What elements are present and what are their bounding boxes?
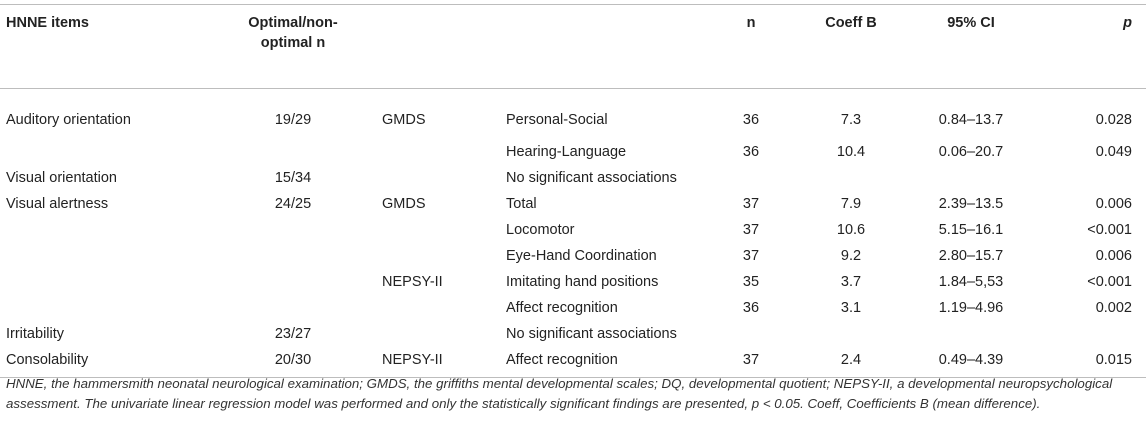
header-p: p xyxy=(1123,15,1132,31)
cell-optimal xyxy=(210,269,376,295)
cell-optimal xyxy=(210,217,376,243)
table-row xyxy=(0,191,1146,217)
cell-assessment: GMDS xyxy=(382,196,426,212)
cell-coeff: 9.2 xyxy=(840,248,862,264)
cell-assessment xyxy=(376,165,500,191)
cell-assessment xyxy=(376,295,500,321)
cell-optimal xyxy=(210,243,376,269)
cell-p: 0.006 xyxy=(1095,248,1132,264)
cell-optimal xyxy=(210,295,376,321)
cell-domain: Personal-Social xyxy=(506,112,608,128)
cell-domain: Total xyxy=(506,196,537,212)
cell-domain: Affect recognition xyxy=(506,352,618,368)
header-row xyxy=(0,5,1146,89)
cell-p: 0.049 xyxy=(1095,144,1132,160)
cell-ci: 5.15–16.1 xyxy=(938,222,1004,238)
cell-ci: 1.19–4.96 xyxy=(938,300,1004,316)
cell-domain: Affect recognition xyxy=(506,300,618,316)
cell-item: Auditory orientation xyxy=(6,112,131,128)
header-domain xyxy=(500,5,706,89)
cell-optimal: 19/29 xyxy=(274,112,312,128)
cell-n xyxy=(706,321,796,347)
cell-n: 35 xyxy=(742,274,760,290)
cell-optimal: 20/30 xyxy=(274,352,312,368)
table-row xyxy=(0,295,1146,321)
cell-ci: 0.06–20.7 xyxy=(938,144,1004,160)
cell-p: 0.015 xyxy=(1095,352,1132,368)
table-footnote: HNNE, the hammersmith neonatal neurological examination; GMDS, the griffiths mental developmental scales; DQ, developmental quotient; NEPSY-II, a developmental neuropsychological assessment. The univariate linear regression model was performed and only the statistically significant findings are presented, p < 0.05. Coeff, Coefficients B (mean difference). xyxy=(6,376,1113,411)
cell-assessment xyxy=(376,217,500,243)
cell-assessment xyxy=(376,321,500,347)
cell-item: Consolability xyxy=(6,352,89,368)
cell-ci: 0.49–4.39 xyxy=(938,352,1004,368)
table-body xyxy=(0,89,1146,378)
cell-n: 37 xyxy=(742,196,760,212)
cell-coeff: 10.6 xyxy=(836,222,866,238)
table-row xyxy=(0,89,1146,140)
cell-domain: Hearing-Language xyxy=(506,144,627,160)
cell-coeff: 7.9 xyxy=(840,196,862,212)
cell-coeff: 2.4 xyxy=(840,352,862,368)
table-row xyxy=(0,321,1146,347)
cell-p xyxy=(1036,321,1146,347)
table-row xyxy=(0,139,1146,165)
table-row xyxy=(0,165,1146,191)
cell-coeff: 10.4 xyxy=(836,144,866,160)
cell-p: 0.002 xyxy=(1095,300,1132,316)
cell-p: <0.001 xyxy=(1087,222,1132,238)
cell-n: 36 xyxy=(742,300,760,316)
cell-item xyxy=(0,139,210,165)
cell-assessment: GMDS xyxy=(382,112,426,128)
cell-assessment xyxy=(376,243,500,269)
table-row xyxy=(0,243,1146,269)
cell-ci: 0.84–13.7 xyxy=(938,112,1004,128)
cell-n: 37 xyxy=(742,248,760,264)
cell-assessment xyxy=(376,139,500,165)
cell-assessment: NEPSY-II xyxy=(382,274,443,290)
cell-coeff xyxy=(796,165,906,191)
cell-domain: Locomotor xyxy=(506,222,575,238)
header-optimal xyxy=(210,5,376,89)
table-row xyxy=(0,269,1146,295)
cell-domain: No significant associations xyxy=(506,326,677,342)
cell-ci: 1.84–5,53 xyxy=(938,274,1004,290)
cell-assessment: NEPSY-II xyxy=(382,352,443,368)
cell-n: 37 xyxy=(742,222,760,238)
cell-p: <0.001 xyxy=(1087,274,1132,290)
cell-coeff xyxy=(796,321,906,347)
header-coeff: Coeff B xyxy=(825,15,877,31)
cell-ci xyxy=(906,321,1036,347)
cell-item xyxy=(0,295,210,321)
header-assessment xyxy=(376,5,500,89)
cell-item: Irritability xyxy=(6,326,65,342)
cell-p xyxy=(1036,165,1146,191)
cell-ci xyxy=(906,165,1036,191)
cell-n: 37 xyxy=(742,352,760,368)
cell-optimal: 15/34 xyxy=(274,170,312,186)
header-n: n xyxy=(746,15,756,31)
cell-n: 36 xyxy=(742,112,760,128)
cell-domain: Eye-Hand Coordination xyxy=(506,248,657,264)
table-row xyxy=(0,217,1146,243)
table-header xyxy=(0,5,1146,89)
cell-optimal xyxy=(210,139,376,165)
cell-p: 0.006 xyxy=(1095,196,1132,212)
table-row xyxy=(0,347,1146,378)
cell-item xyxy=(0,243,210,269)
cell-item xyxy=(0,269,210,295)
cell-n: 36 xyxy=(742,144,760,160)
cell-coeff: 3.7 xyxy=(840,274,862,290)
cell-p: 0.028 xyxy=(1095,112,1132,128)
cell-domain: No significant associations xyxy=(506,170,677,186)
cell-optimal: 23/27 xyxy=(274,326,312,342)
cell-ci: 2.39–13.5 xyxy=(938,196,1004,212)
header-ci: 95% CI xyxy=(947,15,995,31)
cell-optimal: 24/25 xyxy=(274,196,312,212)
cell-item: Visual alertness xyxy=(6,196,109,212)
header-hnne-items: HNNE items xyxy=(6,15,89,31)
cell-coeff: 7.3 xyxy=(840,112,862,128)
results-table xyxy=(0,4,1146,378)
header-optimal-text: Optimal/non-optimal n xyxy=(248,15,338,51)
cell-item: Visual orientation xyxy=(6,170,117,186)
cell-n xyxy=(706,165,796,191)
cell-domain: Imitating hand positions xyxy=(506,274,659,290)
cell-item xyxy=(0,217,210,243)
cell-ci: 2.80–15.7 xyxy=(938,248,1004,264)
cell-coeff: 3.1 xyxy=(840,300,862,316)
